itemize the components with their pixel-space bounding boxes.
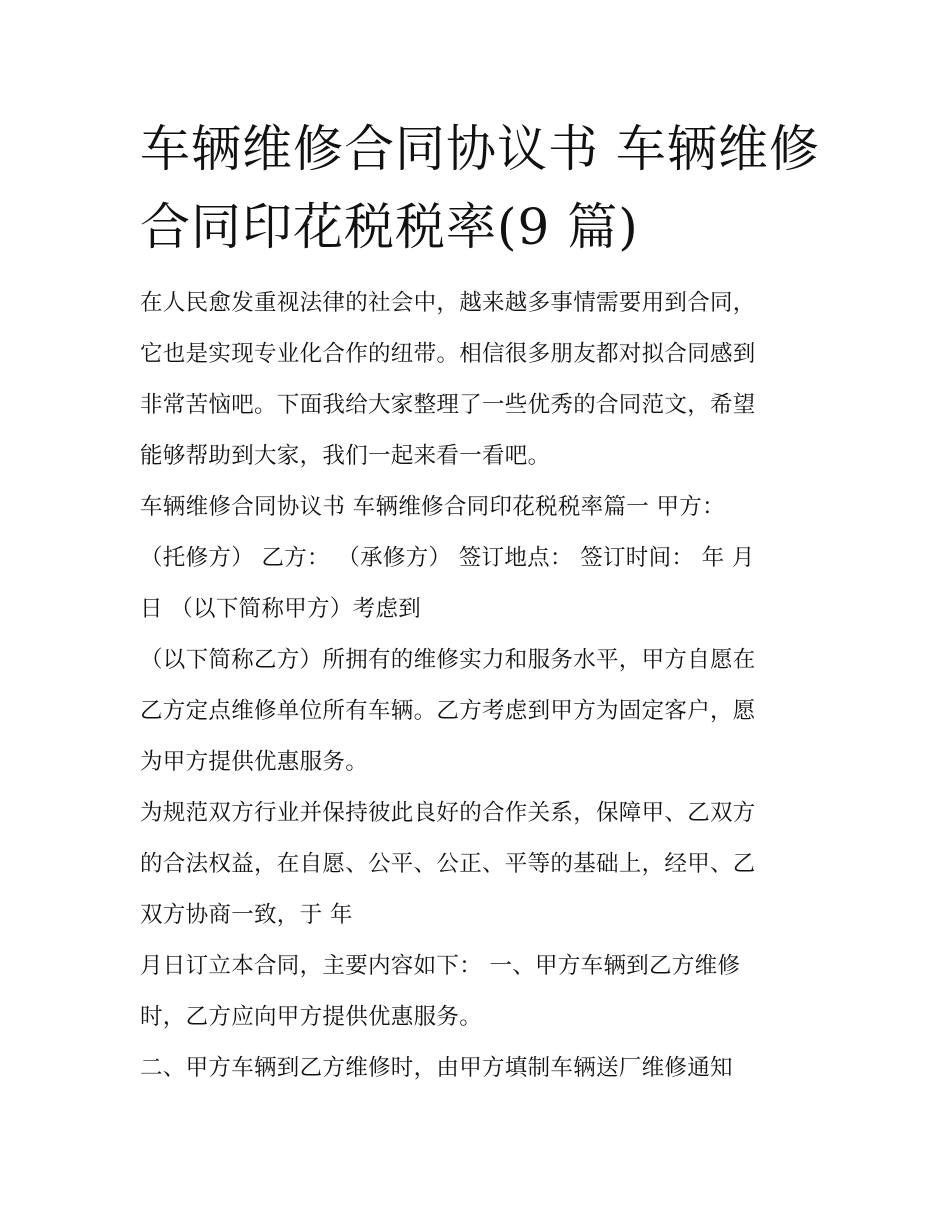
paragraph-purpose xyxy=(140,788,820,941)
text-line: 车辆维修合同协议书 车辆维修合同印花税税率篇一 甲方： xyxy=(140,494,725,520)
text-line: 能够帮助到大家，我们一起来看一看吧。 xyxy=(140,443,551,469)
paragraph-intro xyxy=(140,278,820,482)
text-line: 非常苦恼吧。下面我给大家整理了一些优秀的合同范文，希望 xyxy=(140,392,756,418)
text-line: 日 （以下简称甲方）考虑到 xyxy=(140,596,422,622)
paragraph-clause-2 xyxy=(140,1043,820,1094)
paragraph-clause-1 xyxy=(140,941,820,1043)
text-line: 为规范双方行业并保持彼此良好的合作关系，保障甲、乙双方 xyxy=(140,800,756,826)
text-line: 在人民愈发重视法律的社会中，越来越多事情需要用到合同， xyxy=(140,290,756,316)
text-line: 时，乙方应向甲方提供优惠服务。 xyxy=(140,1004,483,1030)
text-line: 为甲方提供优惠服务。 xyxy=(140,749,369,775)
paragraph-parties xyxy=(140,482,820,635)
text-line: 双方协商一致，于 年 xyxy=(140,902,353,928)
title-line: 合同印花税税率(9 篇) xyxy=(140,198,639,256)
document-body xyxy=(140,278,820,1094)
text-line: 乙方定点维修单位所有车辆。乙方考虑到甲方为固定客户，愿 xyxy=(140,698,756,724)
text-line: 它也是实现专业化合作的纽带。相信很多朋友都对拟合同感到 xyxy=(140,341,756,367)
text-line: 的合法权益，在自愿、公平、公正、平等的基础上，经甲、乙 xyxy=(140,851,756,877)
text-line: 二、甲方车辆到乙方维修时，由甲方填制车辆送厂维修通知 xyxy=(140,1055,733,1081)
paragraph-service xyxy=(140,635,820,788)
document-title xyxy=(140,110,820,266)
text-line: （以下简称乙方）所拥有的维修实力和服务水平，甲方自愿在 xyxy=(140,647,756,673)
title-line: 车辆维修合同协议书 车辆维修 xyxy=(140,120,820,178)
text-line: 月日订立本合同，主要内容如下： 一、甲方车辆到乙方维修 xyxy=(140,953,741,979)
text-line: （托修方） 乙方： （承修方） 签订地点： 签订时间： 年 月 xyxy=(140,545,755,571)
